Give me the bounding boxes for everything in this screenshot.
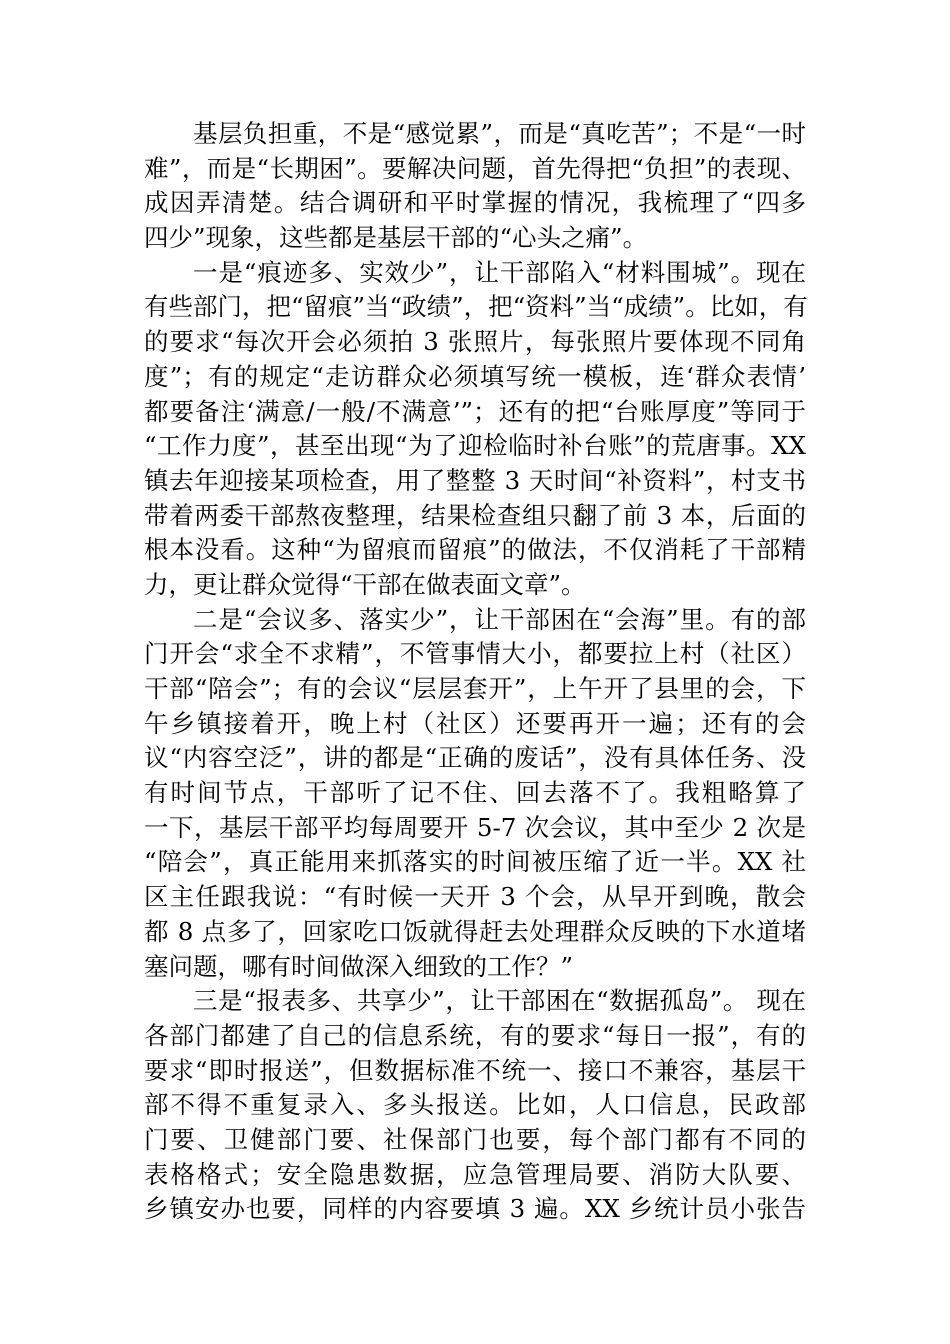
paragraph-2-line-4: 度”；有的规定“走访群众必须填写统一模板，连‘群众表情’ bbox=[144, 361, 806, 391]
paragraph-4-line-4: 部不得不重复录入、多头报送。比如，人口信息，民政部 bbox=[144, 1090, 806, 1120]
paragraph-3-line-5: 议“内容空泛”，讲的都是“正确的废话”，没有具体任务、没 bbox=[144, 743, 806, 773]
paragraph-2-line-5: 都要备注‘满意/一般/不满意’”；还有的把“台账厚度”等同于 bbox=[144, 396, 806, 426]
paragraph-3-line-6: 有时间节点，干部听了记不住、回去落不了。我粗略算了 bbox=[144, 778, 806, 808]
body-text bbox=[144, 117, 806, 1227]
paragraph-3-line-11: 塞问题，哪有时间做深入细致的工作？” bbox=[144, 951, 574, 981]
paragraph-3-line-7: 一下，基层干部平均每周要开 5-7 次会议，其中至少 2 次是 bbox=[144, 812, 806, 842]
paragraph-3-line-2: 门开会“求全不求精”，不管事情大小，都要拉上村（社区） bbox=[144, 639, 806, 669]
paragraph-4-line-3: 要求“即时报送”，但数据标准不统一、接口不兼容，基层干 bbox=[144, 1055, 806, 1085]
paragraph-2-line-10: 力，更让群众觉得“干部在做表面文章”。 bbox=[144, 569, 586, 599]
paragraph-3-line-8: “陪会”，真正能用来抓落实的时间被压缩了近一半。XX 社 bbox=[144, 847, 806, 877]
paragraph-2-line-3: 的要求“每次开会必须拍 3 张照片，每张照片要体现不同角 bbox=[144, 327, 806, 357]
paragraph-2-line-2: 有些部门，把“留痕”当“政绩”，把“资料”当“成绩”。比如，有 bbox=[144, 292, 808, 322]
paragraph-1-line-3: 成因弄清楚。结合调研和平时掌握的情况，我梳理了“四多 bbox=[144, 188, 806, 218]
paragraph-4-line-7: 乡镇安办也要，同样的内容要填 3 遍。XX 乡统计员小张告 bbox=[144, 1194, 806, 1224]
paragraph-2-line-8: 带着两委干部熬夜整理，结果检查组只翻了前 3 本，后面的 bbox=[144, 500, 806, 530]
paragraph-3-line-10: 都 8 点多了，回家吃口饭就得赶去处理群众反映的下水道堵 bbox=[144, 916, 806, 946]
paragraph-2-line-9: 根本没看。这种“为留痕而留痕”的做法，不仅消耗了干部精 bbox=[144, 535, 806, 565]
paragraph-4-line-5: 门要、卫健部门要、社保部门也要，每个部门都有不同的 bbox=[144, 1124, 806, 1154]
paragraph-1-line-2: 难”，而是“长期困”。要解决问题，首先得把“负担”的表现、 bbox=[144, 153, 806, 183]
paragraph-4-line-6: 表格格式；安全隐患数据，应急管理局要、消防大队要、 bbox=[144, 1159, 806, 1189]
paragraph-3-line-3: 干部“陪会”；有的会议“层层套开”，上午开了县里的会，下 bbox=[144, 674, 806, 703]
paragraph-4-line-2: 各部门都建了自己的信息系统，有的要求“每日一报”，有的 bbox=[144, 1020, 806, 1050]
paragraph-2-line-7: 镇去年迎接某项检查，用了整整 3 天时间“补资料”，村支书 bbox=[144, 465, 806, 495]
paragraph-1-line-1: 基层负担重，不是“感觉累”，而是“真吃苦”；不是“一时 bbox=[193, 119, 806, 148]
paragraph-3-line-4: 午乡镇接着开，晚上村（社区）还要再开一遍；还有的会 bbox=[144, 708, 806, 738]
paragraph-3-line-1: 二是“会议多、落实少”，让干部困在“会海”里。有的部 bbox=[193, 604, 806, 634]
paragraph-2-line-6: “工作力度”，甚至出现“为了迎检临时补台账”的荒唐事。XX bbox=[144, 431, 806, 461]
paragraph-2-line-1: 一是“痕迹多、实效少”，让干部陷入“材料围城”。现在 bbox=[193, 257, 806, 287]
paragraph-3-line-9: 区主任跟我说：“有时候一天开 3 个会，从早开到晚，散会 bbox=[144, 882, 806, 912]
paragraph-4-line-1: 三是“报表多、共享少”，让干部困在“数据孤岛”。 现在 bbox=[193, 986, 806, 1016]
paragraph-1-line-4: 四少”现象，这些都是基层干部的“心头之痛”。 bbox=[144, 223, 648, 253]
